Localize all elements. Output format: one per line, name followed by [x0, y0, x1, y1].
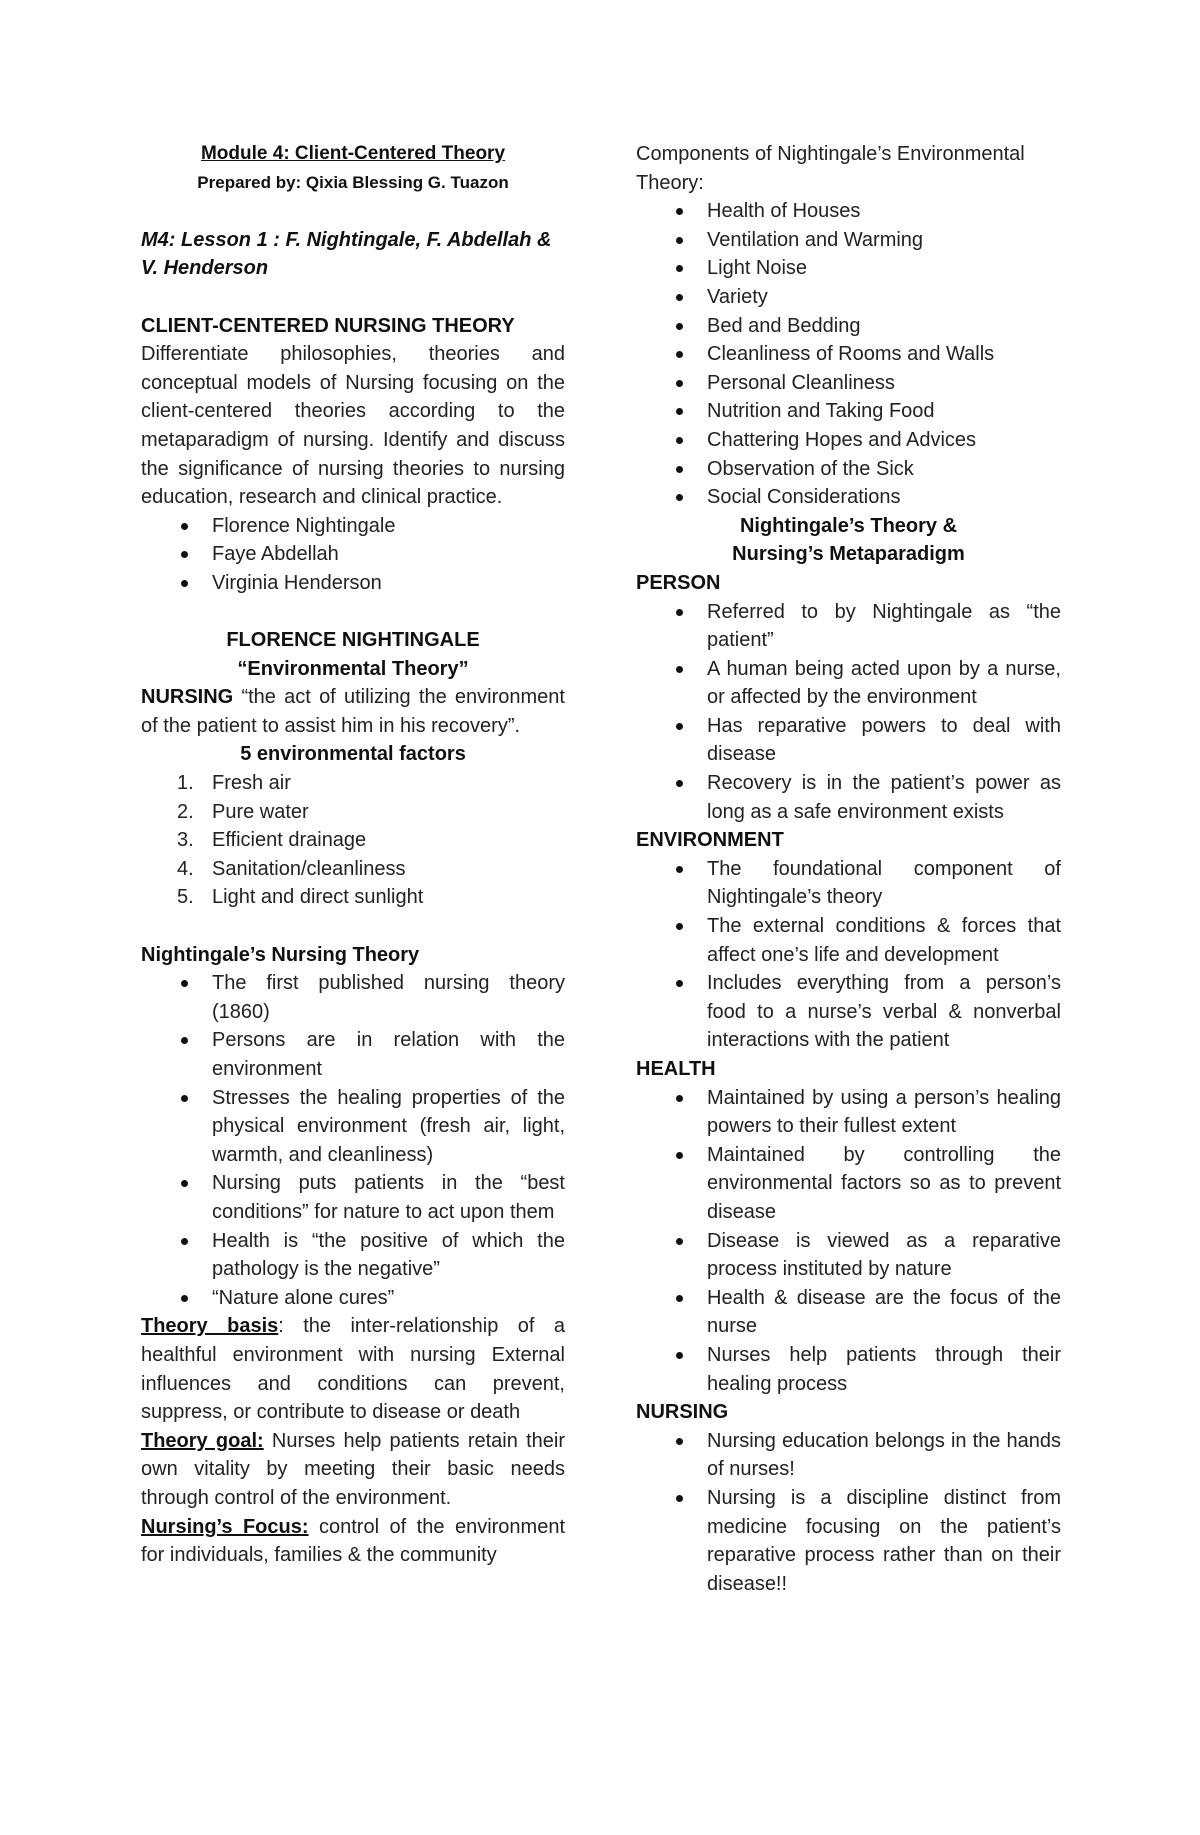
- prepared-by: Prepared by: Qixia Blessing G. Tuazon: [197, 172, 509, 192]
- bullet-icon: [676, 1152, 683, 1159]
- list-item: Recovery is in the patient’s power as long as a safe environment exists: [636, 769, 1061, 826]
- bullet-icon: [676, 408, 683, 415]
- bullet-icon: [676, 723, 683, 730]
- list-item: A human being acted upon by a nurse, or affected by the environment: [636, 655, 1061, 712]
- list-item: 4. Sanitation/cleanliness: [177, 857, 406, 880]
- theorist-list: [141, 512, 565, 598]
- components-list: [636, 197, 1061, 512]
- list-item: Maintained by using a person’s healing powers to their fullest extent: [636, 1084, 1061, 1141]
- list-item: Bed and Bedding: [636, 312, 1061, 341]
- nursing-focus: Nursing’s Focus: control of the environment for individuals, families & the community: [141, 1515, 566, 1567]
- list-item: 3. Efficient drainage: [177, 829, 367, 852]
- list-item: Florence Nightingale: [141, 512, 565, 541]
- bullet-icon: [676, 923, 683, 930]
- bullet-icon: [676, 437, 683, 444]
- list-item: Referred to by Nightingale as “the patient”: [636, 598, 1061, 655]
- theory-basis: Theory basis: the inter-relationship of a healthful environment with nursing External influences and conditions can prevent, suppress, or contribute to disease or death: [141, 1315, 565, 1424]
- bullet-icon: [676, 1095, 683, 1102]
- list-item: Maintained by controlling the environmental factors so as to prevent disease: [636, 1141, 1061, 1227]
- bullet-icon: [676, 323, 683, 330]
- person-list: [636, 598, 1061, 827]
- nursing-list: [636, 1427, 1061, 1599]
- bullet-icon: [676, 380, 683, 387]
- bullet-icon: [676, 208, 683, 215]
- nursing-heading: NURSING: [636, 1401, 729, 1424]
- list-item: Stresses the healing properties of the physical environment (fresh air, light, warmth, and cleanliness): [141, 1084, 565, 1170]
- list-item: The foundational component of Nightingale’s theory: [636, 855, 1061, 912]
- list-item: Social Considerations: [636, 483, 1061, 512]
- bullet-icon: [676, 866, 683, 873]
- bullet-icon: [181, 580, 188, 587]
- bullet-icon: [676, 666, 683, 673]
- nursing-definition: NURSING “the act of utilizing the environment of the patient to assist him in his recovery”.: [141, 686, 565, 737]
- health-heading: HEALTH: [636, 1058, 716, 1080]
- list-item: Nursing education belongs in the hands of nurses!: [636, 1427, 1061, 1484]
- intro-heading: CLIENT-CENTERED NURSING THEORY: [141, 314, 515, 337]
- theory-name: “Environmental Theory”: [237, 657, 469, 680]
- components-heading: Components of Nightingale’s Environmental Theory:: [636, 143, 1025, 194]
- module-title: Module 4: Client-Centered Theory: [200, 143, 506, 164]
- bullet-icon: [676, 980, 683, 987]
- list-item: Ventilation and Warming: [636, 226, 1061, 255]
- list-item: Health is “the positive of which the pathology is the negative”: [141, 1227, 565, 1284]
- list-item: Variety: [636, 283, 1061, 312]
- list-item: Disease is viewed as a reparative process instituted by nature: [636, 1227, 1061, 1284]
- list-item: 2. Pure water: [177, 800, 309, 823]
- list-item: Chattering Hopes and Advices: [636, 426, 1061, 455]
- list-item: Cleanliness of Rooms and Walls: [636, 340, 1061, 369]
- list-item: Persons are in relation with the environment: [141, 1026, 565, 1083]
- list-item: Light Noise: [636, 254, 1061, 283]
- person-heading: PERSON: [636, 571, 721, 594]
- environment-list: [636, 855, 1061, 1055]
- bullet-icon: [676, 1238, 683, 1245]
- bullet-icon: [181, 1295, 188, 1302]
- environment-heading: ENVIRONMENT: [636, 829, 784, 852]
- factors-heading: 5 environmental factors: [240, 743, 466, 766]
- list-item: Nursing is a discipline distinct from medicine focusing on the patient’s reparative process rather than on their disease!!: [636, 1484, 1061, 1598]
- metaparadigm-heading-2: Nursing’s Metaparadigm: [732, 543, 965, 566]
- factors-list: [141, 769, 565, 912]
- left-column: [141, 140, 565, 1570]
- theory-points-list: [141, 969, 565, 1312]
- bullet-icon: [676, 351, 683, 358]
- bullet-icon: [676, 1352, 683, 1359]
- intro-body: Differentiate philosophies, theories and conceptual models of Nursing focusing on the client-centered theories according to the metaparadigm of nursing. Identify and discuss the significance of nursing theories to nursing education, research and clinical practice.: [141, 343, 565, 509]
- bullet-icon: [676, 609, 683, 616]
- theory-goal: Theory goal: Nurses help patients retain their own vitality by meeting their basic needs through control of the environment.: [141, 1429, 565, 1509]
- bullet-icon: [676, 780, 683, 787]
- list-item: 1. Fresh air: [177, 772, 291, 795]
- list-item: Nutrition and Taking Food: [636, 397, 1061, 426]
- bullet-icon: [181, 523, 188, 530]
- theory-heading: Nightingale’s Nursing Theory: [141, 943, 420, 966]
- section-heading-nightingale: FLORENCE NIGHTINGALE: [226, 629, 480, 652]
- bullet-icon: [676, 294, 683, 301]
- bullet-icon: [676, 1438, 683, 1445]
- bullet-icon: [181, 1180, 188, 1187]
- list-item: “Nature alone cures”: [141, 1284, 565, 1313]
- list-item: The external conditions & forces that affect one’s life and development: [636, 912, 1061, 969]
- bullet-icon: [181, 1037, 188, 1044]
- bullet-icon: [676, 1295, 683, 1302]
- list-item: Nursing puts patients in the “best conditions” for nature to act upon them: [141, 1169, 565, 1226]
- list-item: Health of Houses: [636, 197, 1061, 226]
- list-item: Faye Abdellah: [141, 540, 565, 569]
- bullet-icon: [676, 466, 683, 473]
- right-column: [636, 140, 1061, 1598]
- bullet-icon: [181, 1238, 188, 1245]
- list-item: 5. Light and direct sunlight: [177, 886, 424, 909]
- bullet-icon: [676, 1495, 683, 1502]
- bullet-icon: [181, 551, 188, 558]
- health-list: [636, 1084, 1061, 1399]
- bullet-icon: [676, 494, 683, 501]
- list-item: Observation of the Sick: [636, 455, 1061, 484]
- bullet-icon: [181, 1095, 188, 1102]
- bullet-icon: [676, 237, 683, 244]
- metaparadigm-heading-1: Nightingale’s Theory &: [739, 514, 958, 537]
- list-item: Includes everything from a person’s food to a nurse’s verbal & nonverbal interactions with the patient: [636, 969, 1061, 1055]
- list-item: Has reparative powers to deal with disease: [636, 712, 1061, 769]
- lesson-title: M4: Lesson 1 : F. Nightingale, F. Abdellah & V. Henderson: [141, 228, 552, 280]
- list-item: The first published nursing theory (1860): [141, 969, 565, 1026]
- bullet-icon: [181, 980, 188, 987]
- list-item: Virginia Henderson: [141, 569, 565, 598]
- list-item: Personal Cleanliness: [636, 369, 1061, 398]
- list-item: Health & disease are the focus of the nurse: [636, 1284, 1061, 1341]
- bullet-icon: [676, 265, 683, 272]
- list-item: Nurses help patients through their healing process: [636, 1341, 1061, 1398]
